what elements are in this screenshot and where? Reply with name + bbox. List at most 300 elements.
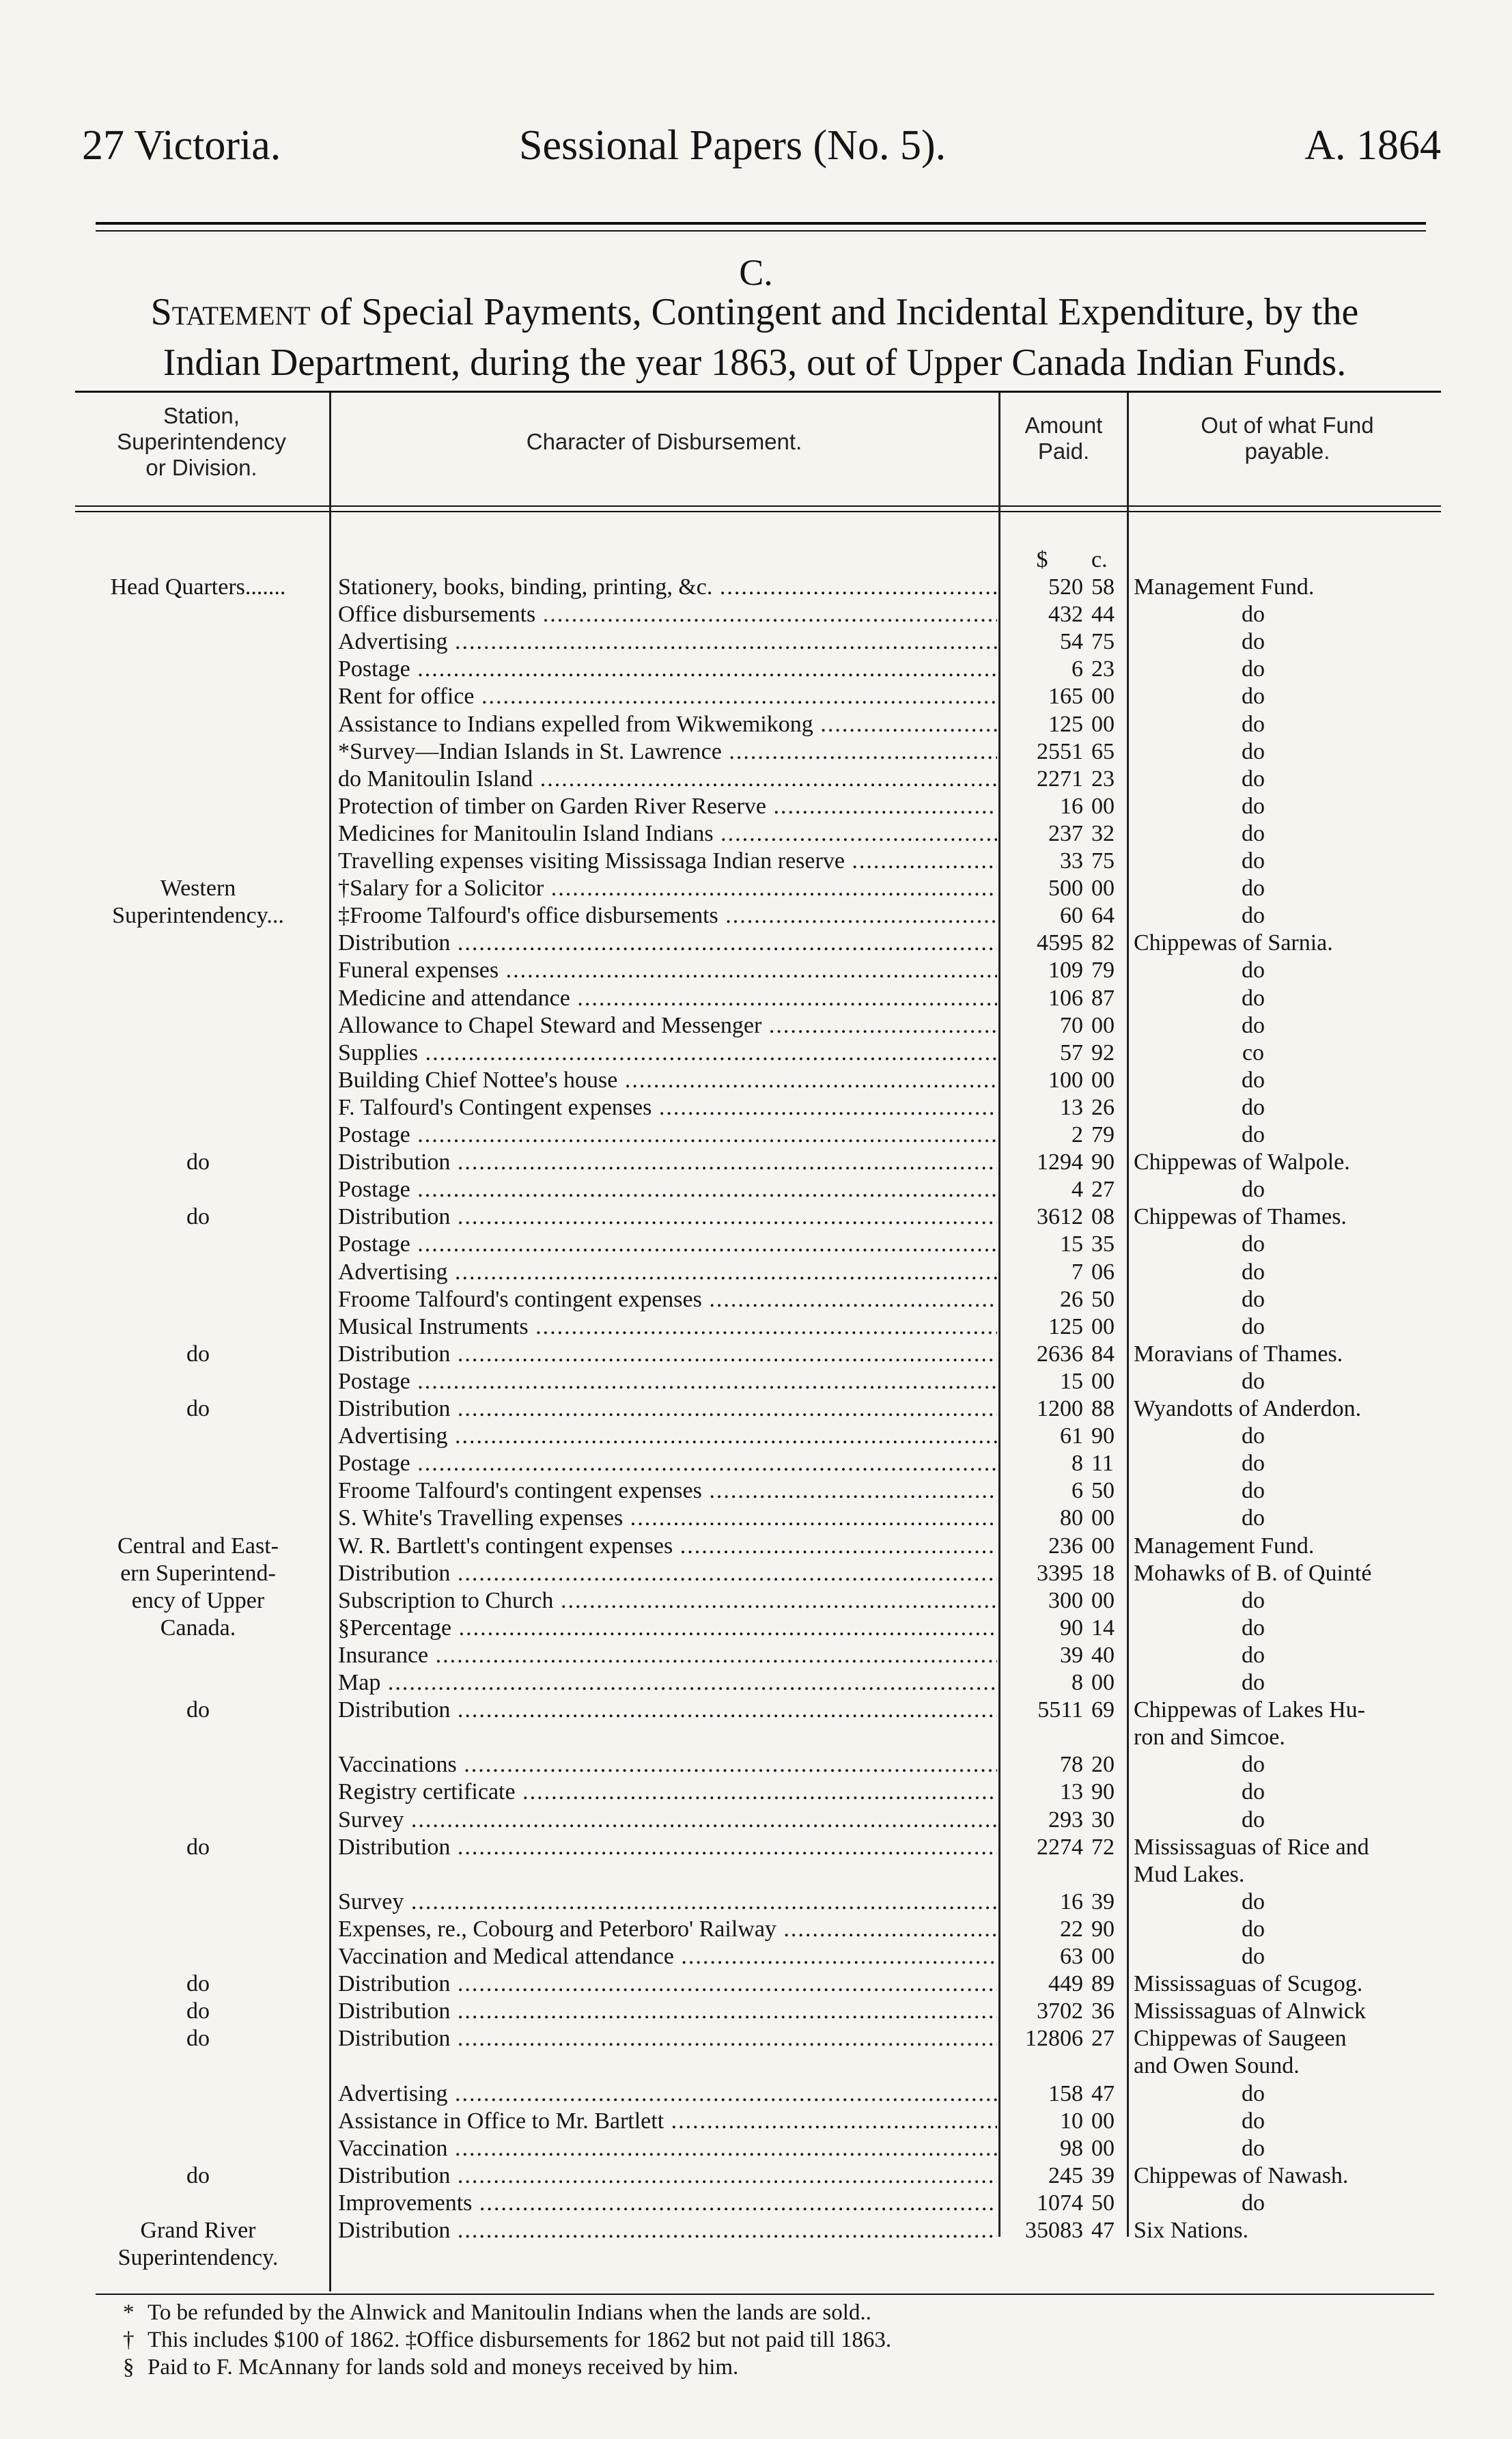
dollars-cell: 13 <box>1060 1779 1083 1805</box>
table-row <box>0 930 1512 957</box>
footnote-text: This includes $100 of 1862. ‡Office disbursements for 1862 but not paid till 1863. <box>148 2328 892 2352</box>
table-row <box>0 711 1512 738</box>
station-cell: do <box>186 2026 210 2052</box>
cents-cell: 11 <box>1091 1451 1114 1477</box>
description-cell: Advertising ..... <box>338 628 997 656</box>
cents-cell: 84 <box>1091 1341 1115 1367</box>
cents-cell: 79 <box>1091 1122 1115 1147</box>
description-cell: Expenses, re., Cobourg and Peterboro' Railway ..... <box>338 1916 997 1943</box>
description-cell: Advertising ..... <box>338 1423 997 1450</box>
table-row <box>0 1970 1512 1998</box>
cents-cell: 00 <box>1091 1067 1115 1093</box>
dollars-cell: 16 <box>1060 793 1083 819</box>
section-letter: C. <box>739 252 773 293</box>
table-head-rule-2 <box>75 511 1441 512</box>
fund-cell: do <box>1242 2135 1265 2161</box>
table-row <box>0 1395 1512 1423</box>
fund-cell: Wyandotts of Anderdon. <box>1134 1396 1362 1421</box>
cents-cell: 39 <box>1091 2162 1115 2188</box>
table-row <box>0 1533 1512 1560</box>
cents-cell: 26 <box>1091 1094 1115 1120</box>
cents-cell: 72 <box>1091 1834 1115 1860</box>
fund-cell: Moravians of Thames. <box>1134 1341 1343 1367</box>
fund-cell: Chippewas of Lakes Hu- <box>1134 1697 1365 1723</box>
cents-cell: 47 <box>1091 2080 1115 2106</box>
table-row <box>0 1040 1512 1067</box>
table-row <box>0 1450 1512 1477</box>
table-row <box>0 2052 1512 2080</box>
fund-cell: do <box>1242 602 1265 628</box>
description-cell: Subscription to Church ..... <box>338 1587 997 1615</box>
fund-cell: do <box>1242 629 1265 655</box>
cents-cell: 35 <box>1091 1231 1115 1257</box>
dollars-cell: 6 <box>1072 656 1083 682</box>
table-row <box>0 1477 1512 1505</box>
dollars-cell: 237 <box>1048 820 1083 846</box>
table-row <box>0 1203 1512 1231</box>
cents-cell: 92 <box>1091 1040 1115 1065</box>
table-row <box>0 1834 1512 1861</box>
cents-cell: 23 <box>1091 766 1115 792</box>
station-cell: ency of Upper <box>131 1587 265 1613</box>
fund-cell: Mud Lakes. <box>1134 1861 1245 1887</box>
station-cell: Central and East- <box>117 1533 279 1559</box>
fund-cell: do <box>1242 1944 1265 1969</box>
dollars-cell: 520 <box>1048 574 1083 600</box>
amount-head-line: Paid. <box>1037 438 1090 464</box>
dollars-cell: 26 <box>1060 1286 1083 1312</box>
description-cell: Vaccination and Medical attendance ..... <box>338 1943 997 1970</box>
cent-sign: c. <box>1091 547 1108 572</box>
dollars-cell: 5511 <box>1037 1697 1083 1723</box>
fund-cell: do <box>1242 684 1265 710</box>
dollars-cell: 236 <box>1048 1533 1083 1559</box>
fund-cell: do <box>1242 1094 1265 1120</box>
dollars-cell: 63 <box>1060 1944 1083 1969</box>
table-row <box>0 1697 1512 1724</box>
description-cell: Vaccination ..... <box>338 2135 997 2162</box>
fund-cell: do <box>1242 1231 1265 1257</box>
cents-cell: 00 <box>1091 1368 1115 1394</box>
fund-cell: do <box>1242 766 1265 792</box>
description-cell: Medicine and attendance ..... <box>338 985 997 1012</box>
fund-cell: Management Fund. <box>1134 574 1315 600</box>
cents-cell: 50 <box>1091 1478 1115 1504</box>
fund-cell: and Owen Sound. <box>1134 2053 1300 2079</box>
table-row <box>0 1313 1512 1341</box>
cents-cell: 00 <box>1091 1587 1115 1613</box>
title-line1: of Special Payments, Contingent and Incidental Expenditure, by the <box>310 291 1359 333</box>
table-row <box>0 875 1512 902</box>
column-header-station <box>75 403 328 481</box>
table-row <box>0 2217 1512 2244</box>
dollars-cell: 158 <box>1048 2080 1083 2106</box>
fund-cell: Mohawks of B. of Quinté <box>1134 1560 1372 1586</box>
dollars-cell: 22 <box>1060 1916 1083 1942</box>
dollars-cell: 16 <box>1060 1889 1083 1914</box>
dollars-cell: 1074 <box>1037 2190 1083 2216</box>
dollars-cell: 2636 <box>1037 1341 1083 1367</box>
table-row <box>0 1341 1512 1368</box>
fund-cell: do <box>1242 1313 1265 1339</box>
table-row <box>0 2162 1512 2190</box>
fund-cell: do <box>1242 1177 1265 1203</box>
table-row <box>0 1669 1512 1697</box>
dollars-cell: 1200 <box>1037 1396 1083 1421</box>
footnote <box>123 2300 871 2326</box>
table-row <box>0 1121 1512 1149</box>
fund-cell: do <box>1242 848 1265 874</box>
description-cell: †Salary for a Solicitor ..... <box>338 875 997 902</box>
fund-cell: do <box>1242 1368 1265 1394</box>
description-cell: Froome Talfourd's contingent expenses ..... <box>338 1477 997 1505</box>
table-row <box>0 683 1512 710</box>
cents-cell: 08 <box>1091 1204 1115 1230</box>
description-cell: Survey ..... <box>338 1889 997 1916</box>
description-cell: Map ..... <box>338 1669 997 1697</box>
cents-cell: 00 <box>1091 1533 1115 1559</box>
dollars-cell: 12806 <box>1025 2026 1083 2052</box>
fund-cell: co <box>1242 1040 1265 1065</box>
fund-cell: Management Fund. <box>1134 1533 1315 1559</box>
dollars-cell: 13 <box>1060 1094 1083 1120</box>
dollars-cell: 432 <box>1048 602 1083 628</box>
dollars-cell: 8 <box>1072 1670 1083 1695</box>
description-cell: F. Talfourd's Contingent expenses ..... <box>338 1094 997 1121</box>
description-cell: Improvements ..... <box>338 2190 997 2217</box>
station-cell: do <box>186 1341 210 1367</box>
dollars-cell: 106 <box>1048 985 1083 1011</box>
cents-cell: 06 <box>1091 1259 1115 1285</box>
station-cell: do <box>186 1149 210 1175</box>
description-cell: Postage ..... <box>338 656 997 683</box>
cents-cell: 27 <box>1091 1177 1115 1203</box>
cents-cell: 90 <box>1091 1779 1115 1805</box>
fund-cell: do <box>1242 1889 1265 1914</box>
dollars-cell: 4 <box>1072 1177 1083 1203</box>
footnote-mark: * <box>123 2300 135 2325</box>
table-row <box>0 656 1512 683</box>
fund-cell: do <box>1242 1067 1265 1093</box>
table-row <box>0 1587 1512 1615</box>
station-head-line: Station, <box>163 403 240 428</box>
description-cell: Distribution ..... <box>338 1341 997 1368</box>
table-top-rule <box>75 391 1441 393</box>
table-row <box>0 1615 1512 1642</box>
fund-head-line: payable. <box>1244 438 1330 464</box>
description-cell: Distribution ..... <box>338 1395 997 1423</box>
fund-cell: Chippewas of Thames. <box>1134 1204 1347 1230</box>
cents-cell: 27 <box>1091 2026 1115 2052</box>
description-cell: Insurance ..... <box>338 1642 997 1669</box>
description-cell: W. R. Bartlett's contingent expenses ..... <box>338 1533 997 1560</box>
dollars-cell: 8 <box>1072 1451 1083 1477</box>
description-cell: Distribution ..... <box>338 1203 997 1231</box>
fund-cell: do <box>1242 1615 1265 1641</box>
footnote <box>123 2328 891 2353</box>
header-rule-bottom <box>96 230 1426 232</box>
cents-cell: 75 <box>1091 629 1115 655</box>
table-row <box>0 1943 1512 1970</box>
table-row <box>0 1505 1512 1532</box>
description-cell: Advertising ..... <box>338 1259 997 1286</box>
table-row <box>0 2135 1512 2162</box>
dollars-cell: 245 <box>1048 2162 1083 2188</box>
header-sessional-papers: Sessional Papers (No. 5). <box>519 122 947 169</box>
table-row <box>0 820 1512 848</box>
station-cell: do <box>186 1998 210 2024</box>
currency-row <box>0 546 1512 574</box>
description-cell: Vaccinations ..... <box>338 1751 997 1779</box>
table-row <box>0 738 1512 766</box>
header-session: 27 Victoria. <box>82 122 281 169</box>
cents-cell: 30 <box>1091 1807 1115 1832</box>
dollars-cell: 165 <box>1048 684 1083 710</box>
cents-cell: 58 <box>1091 574 1115 600</box>
footnote-mark: † <box>123 2328 135 2352</box>
table-row <box>0 1368 1512 1395</box>
fund-cell: do <box>1242 1587 1265 1613</box>
dollars-cell: 3395 <box>1037 1560 1083 1586</box>
fund-cell: do <box>1242 1807 1265 1832</box>
station-cell: do <box>186 1697 210 1723</box>
cents-cell: 47 <box>1091 2218 1115 2243</box>
description-cell: Distribution ..... <box>338 2162 997 2190</box>
description-cell: Supplies ..... <box>338 1040 997 1067</box>
fund-cell: do <box>1242 1286 1265 1312</box>
cents-cell: 20 <box>1091 1752 1115 1778</box>
fund-cell: do <box>1242 656 1265 682</box>
cents-cell: 00 <box>1091 1944 1115 1969</box>
description-cell: Travelling expenses visiting Mississaga Indian reserve ..... <box>338 848 997 875</box>
fund-cell: do <box>1242 1478 1265 1504</box>
table-row <box>0 2080 1512 2108</box>
cents-cell: 00 <box>1091 684 1115 710</box>
table-row <box>0 1751 1512 1779</box>
fund-cell: Chippewas of Nawash. <box>1134 2162 1349 2188</box>
description-cell: Stationery, books, binding, printing, &c. ..... <box>338 574 997 601</box>
table-row <box>0 1560 1512 1587</box>
dollars-cell: 300 <box>1048 1587 1083 1613</box>
description-cell: Allowance to Chapel Steward and Messenger ..... <box>338 1012 997 1040</box>
cents-cell: 40 <box>1091 1642 1115 1668</box>
station-cell: Grand River <box>140 2218 256 2243</box>
dollars-cell: 100 <box>1048 1067 1083 1093</box>
header-rule-top <box>96 222 1426 225</box>
table-row <box>0 2108 1512 2135</box>
fund-cell: do <box>1242 2190 1265 2216</box>
dollars-cell: 98 <box>1060 2135 1083 2161</box>
fund-cell: do <box>1242 1752 1265 1778</box>
fund-cell: do <box>1242 1423 1265 1449</box>
dollars-cell: 15 <box>1060 1231 1083 1257</box>
description-cell: Postage ..... <box>338 1231 997 1258</box>
cents-cell: 50 <box>1091 2190 1115 2216</box>
description-cell: do Manitoulin Island ..... <box>338 766 997 793</box>
description-cell: ‡Froome Talfourd's office disbursements ..... <box>338 902 997 930</box>
title-line2: Indian Department, during the year 1863, out of Upper Canada Indian Funds. <box>163 342 1347 384</box>
station-cell: do <box>186 2162 210 2188</box>
dollars-cell: 15 <box>1060 1368 1083 1394</box>
fund-cell: Chippewas of Sarnia. <box>1134 930 1333 956</box>
station-cell: do <box>186 1834 210 1860</box>
cents-cell: 00 <box>1091 1012 1115 1038</box>
table-row <box>0 1067 1512 1094</box>
fund-cell: do <box>1242 793 1265 819</box>
table-row <box>0 1807 1512 1834</box>
table-row <box>0 1012 1512 1040</box>
dollars-cell: 125 <box>1048 1313 1083 1339</box>
cents-cell: 00 <box>1091 2108 1115 2134</box>
dollars-cell: 3612 <box>1037 1204 1083 1230</box>
station-cell: do <box>186 1971 210 1997</box>
fund-cell: do <box>1242 1259 1265 1285</box>
cents-cell: 90 <box>1091 1149 1115 1175</box>
table-row <box>0 628 1512 656</box>
cents-cell: 65 <box>1091 738 1115 764</box>
table-row <box>0 902 1512 930</box>
statement-title <box>68 287 1441 388</box>
cents-cell: 23 <box>1091 656 1115 682</box>
table-row <box>0 1779 1512 1806</box>
fund-cell: do <box>1242 1779 1265 1805</box>
fund-cell: do <box>1242 985 1265 1011</box>
footnote-rule <box>96 2294 1434 2295</box>
cents-cell: 75 <box>1091 848 1115 874</box>
table-row <box>0 793 1512 820</box>
description-cell: Postage ..... <box>338 1121 997 1149</box>
table-row <box>0 1259 1512 1286</box>
table-head-rule-1 <box>75 505 1441 507</box>
fund-cell: do <box>1242 1642 1265 1668</box>
description-cell: Office disbursements ..... <box>338 601 997 628</box>
cents-cell: 79 <box>1091 958 1115 984</box>
fund-cell: do <box>1242 2080 1265 2106</box>
station-head-line: or Division. <box>145 455 257 480</box>
dollars-cell: 125 <box>1048 711 1083 737</box>
dollars-cell: 70 <box>1060 1012 1083 1038</box>
fund-cell: do <box>1242 738 1265 764</box>
cents-cell: 32 <box>1091 820 1115 846</box>
description-cell: Distribution ..... <box>338 2217 997 2244</box>
cents-cell: 44 <box>1091 602 1115 628</box>
table-row <box>0 2190 1512 2217</box>
table-row <box>0 1998 1512 2025</box>
cents-cell: 00 <box>1091 1313 1115 1339</box>
station-head-line: Superintendency <box>117 429 286 454</box>
description-cell: Distribution ..... <box>338 1560 997 1587</box>
dollars-cell: 80 <box>1060 1505 1083 1531</box>
dollars-cell: 78 <box>1060 1752 1083 1778</box>
fund-cell: do <box>1242 1505 1265 1531</box>
cents-cell: 64 <box>1091 903 1115 929</box>
description-cell: Distribution ..... <box>338 930 997 957</box>
cents-cell: 18 <box>1091 1560 1115 1586</box>
description-cell: Advertising ..... <box>338 2080 997 2108</box>
description-cell: Postage ..... <box>338 1450 997 1477</box>
station-cell: ern Superintend- <box>120 1560 276 1586</box>
dollars-cell: 2 <box>1072 1122 1083 1147</box>
page-header <box>82 122 1441 183</box>
table-row <box>0 2244 1512 2272</box>
fund-head-line: Out of what Fund <box>1201 413 1374 438</box>
description-cell: Distribution ..... <box>338 1149 997 1176</box>
dollars-cell: 2274 <box>1037 1834 1083 1860</box>
fund-cell: do <box>1242 1916 1265 1942</box>
cents-cell: 69 <box>1091 1697 1115 1723</box>
dollars-cell: 39 <box>1060 1642 1083 1668</box>
cents-cell: 90 <box>1091 1916 1115 1942</box>
table-row <box>0 1642 1512 1669</box>
dollars-cell: 10 <box>1060 2108 1083 2134</box>
fund-cell: Chippewas of Walpole. <box>1134 1149 1350 1175</box>
cents-cell: 00 <box>1091 1670 1115 1695</box>
fund-cell: do <box>1242 1012 1265 1038</box>
description-cell: Musical Instruments ..... <box>338 1313 997 1341</box>
dollars-cell: 61 <box>1060 1423 1083 1449</box>
cents-cell: 87 <box>1091 985 1115 1011</box>
column-header-character: Character of Disbursement. <box>526 429 802 454</box>
description-cell: Postage ..... <box>338 1176 997 1203</box>
fund-cell: Six Nations. <box>1134 2218 1249 2243</box>
description-cell: Medicines for Manitoulin Island Indians ..... <box>338 820 997 848</box>
table-row <box>0 1231 1512 1258</box>
cents-cell: 89 <box>1091 1971 1115 1997</box>
dollars-cell: 4595 <box>1037 930 1083 956</box>
fund-cell: Mississaguas of Scugog. <box>1134 1971 1363 1997</box>
table-row <box>0 1861 1512 1889</box>
table-row <box>0 1916 1512 1943</box>
description-cell: Registry certificate ..... <box>338 1779 997 1806</box>
description-cell: Building Chief Nottee's house ..... <box>338 1067 997 1094</box>
description-cell: Distribution ..... <box>338 1998 997 2025</box>
fund-cell: do <box>1242 903 1265 929</box>
station-cell: Head Quarters....... <box>110 574 286 600</box>
footnote-text: To be refunded by the Alnwick and Manitoulin Indians when the lands are sold.. <box>148 2300 871 2325</box>
table-row <box>0 1423 1512 1450</box>
dollars-cell: 449 <box>1048 1971 1083 1997</box>
table-row <box>0 1149 1512 1176</box>
cents-cell: 50 <box>1091 1286 1115 1312</box>
description-cell: *Survey—Indian Islands in St. Lawrence ..... <box>338 738 997 766</box>
cents-cell: 14 <box>1091 1615 1115 1641</box>
description-cell: S. White's Travelling expenses ..... <box>338 1505 997 1532</box>
footnote <box>123 2355 738 2380</box>
description-cell: Distribution ..... <box>338 2025 997 2052</box>
dollars-cell: 57 <box>1060 1040 1083 1065</box>
description-cell: Assistance to Indians expelled from Wikwemikong ..... <box>338 711 997 738</box>
footnote-text: Paid to F. McAnnany for lands sold and moneys received by him. <box>148 2355 739 2380</box>
cents-cell: 00 <box>1091 1505 1115 1531</box>
dollars-cell: 54 <box>1060 629 1083 655</box>
description-cell: Rent for office ..... <box>338 683 997 710</box>
description-cell: Assistance in Office to Mr. Bartlett ..... <box>338 2108 997 2135</box>
fund-cell: do <box>1242 820 1265 846</box>
station-cell: do <box>186 1396 210 1421</box>
station-cell: Western <box>160 876 236 902</box>
description-cell: Distribution ..... <box>338 1834 997 1861</box>
table-row <box>0 601 1512 628</box>
fund-cell: do <box>1242 1451 1265 1477</box>
station-cell: Canada. <box>160 1615 236 1641</box>
fund-cell: do <box>1242 2108 1265 2134</box>
dollars-cell: 90 <box>1060 1615 1083 1641</box>
title-lead: Statement <box>150 291 311 333</box>
dollars-cell: 2271 <box>1037 766 1083 792</box>
column-header-amount <box>1000 413 1127 464</box>
dollars-cell: 60 <box>1060 903 1083 929</box>
footnote-mark: § <box>123 2355 135 2380</box>
